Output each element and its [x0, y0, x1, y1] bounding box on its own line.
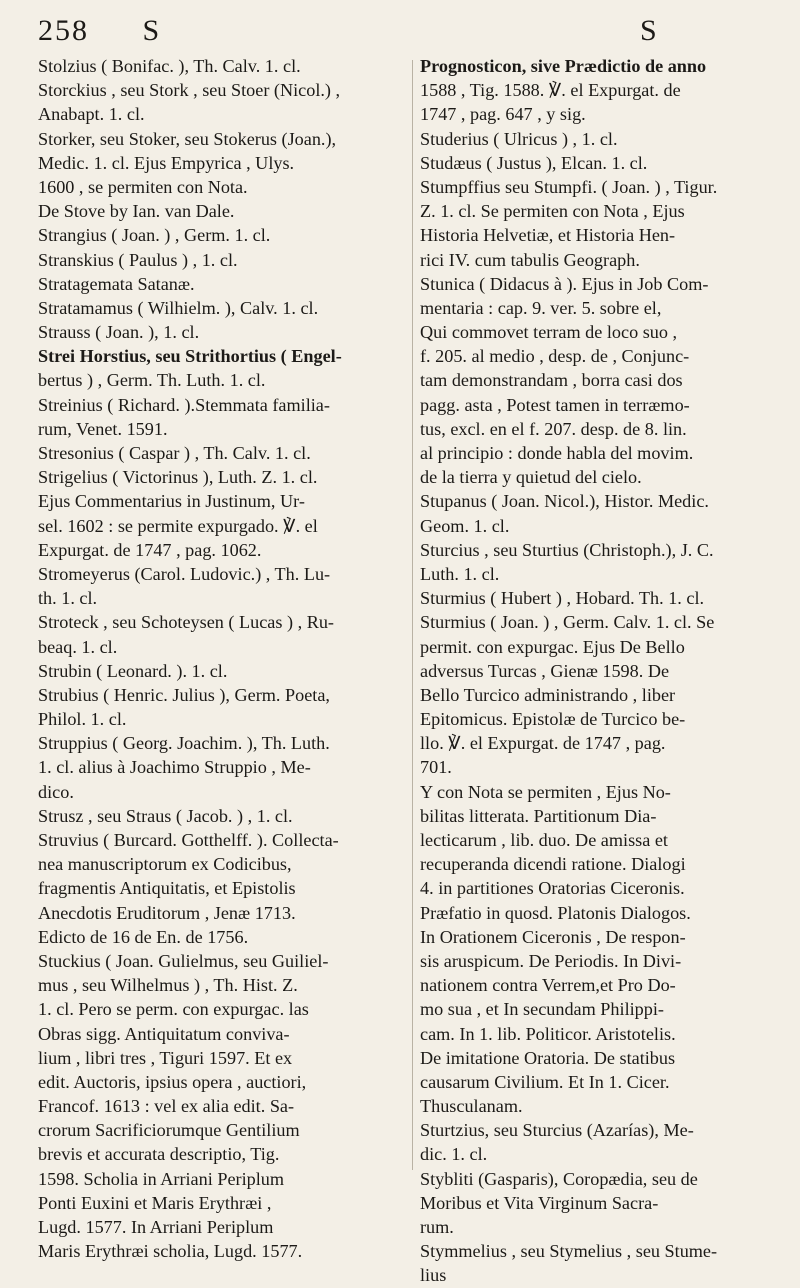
text-line: rum.: [420, 1217, 454, 1237]
text-line: 701.: [420, 757, 452, 778]
text-line: lium , libri tres , Tiguri 1597. Et ex: [38, 1047, 293, 1068]
text-line: Expurgat. de 1747 , pag. 1062.: [38, 539, 262, 560]
text-line: recuperanda dicendi ratione. Dialogi: [420, 854, 686, 875]
text-line: Studæus ( Justus ), Elcan. 1. cl.: [420, 152, 648, 173]
text-line: dico.: [38, 781, 74, 802]
text-line: Sturmius ( Hubert ) , Hobard. Th. 1. cl.: [420, 588, 705, 609]
text-line: mo sua , et In secundam Philippi-: [420, 999, 664, 1020]
text-line: Lugd. 1577. In Arriani Periplum: [38, 1217, 274, 1237]
column-divider: [412, 60, 413, 1170]
text-line: Anecdotis Eruditorum , Jenæ 1713.: [38, 902, 296, 923]
text-line: 1. cl. alius à Joachimo Struppio , Me-: [38, 757, 311, 778]
text-line: Storker, seu Stoker, seu Stokerus (Joan.),: [38, 128, 337, 149]
text-line: Stybliti (Gasparis), Coropædia, seu de: [420, 1168, 698, 1189]
text-line: Stunica ( Didacus à ). Ejus in Job Com-: [420, 273, 709, 294]
text-line: mentaria : cap. 9. ver. 5. sobre el,: [420, 297, 662, 318]
text-line: lius: [420, 1265, 447, 1286]
text-line: causarum Civilium. Et In 1. Cicer.: [420, 1071, 670, 1092]
text-line: Stuckius ( Joan. Gulielmus, seu Guiliel-: [38, 950, 329, 971]
text-line: Anabapt. 1. cl.: [38, 104, 145, 125]
text-line: pagg. asta , Potest tamen in terræmo-: [420, 394, 690, 415]
text-line: Qui commovet terram de loco suo ,: [420, 322, 678, 343]
text-line: Strei Horstius, seu Strithortius ( Engel-: [38, 346, 342, 367]
text-line: de la tierra y quietud del cielo.: [420, 467, 642, 488]
text-line: Stratagemata Satanæ.: [38, 273, 195, 294]
text-line: Studerius ( Ulricus ) , 1. cl.: [420, 128, 618, 149]
text-line: crorum Sacrificiorumque Gentilium: [38, 1120, 300, 1141]
text-line: Stresonius ( Caspar ) , Th. Calv. 1. cl.: [38, 443, 311, 463]
text-line: Strauss ( Joan. ), 1. cl.: [38, 322, 200, 343]
text-line: Stromeyerus (Carol. Ludovic.) , Th. Lu-: [38, 563, 331, 584]
right-column: [420, 54, 782, 1288]
text-line: Luth. 1. cl.: [420, 563, 500, 584]
text-line: Stolzius ( Bonifac. ), Th. Calv. 1. cl.: [38, 56, 301, 76]
text-line: Sturmius ( Joan. ) , Germ. Calv. 1. cl. Se: [420, 612, 715, 633]
page-number: 258: [38, 14, 89, 47]
right-running-letter: S: [640, 14, 657, 47]
text-line: 1588 , Tig. 1588. ℣. el Expurgat. de: [420, 80, 681, 101]
text-line: Streinius ( Richard. ).Stemmata familia-: [38, 394, 330, 415]
text-line: Præfatio in quosd. Platonis Dialogos.: [420, 902, 691, 923]
text-line: Storckius , seu Stork , seu Stoer (Nicol.) ,: [38, 80, 341, 101]
text-line: 4. in partitiones Oratorias Ciceronis.: [420, 878, 685, 899]
text-line: Obras sigg. Antiquitatum conviva-: [38, 1023, 290, 1044]
text-line: bilitas litterata. Partitionum Dia-: [420, 805, 657, 826]
text-line: bertus ) , Germ. Th. Luth. 1. cl.: [38, 370, 266, 391]
text-line: Struppius ( Georg. Joachim. ), Th. Luth.: [38, 733, 330, 754]
text-line: Maris Erythræi scholia, Lugd. 1577.: [38, 1241, 303, 1262]
text-line: Ponti Euxini et Maris Erythræi ,: [38, 1192, 272, 1213]
text-line: al principio : donde habla del movim.: [420, 443, 694, 463]
text-line: De imitatione Oratoria. De statibus: [420, 1047, 676, 1068]
text-line: Edicto de 16 de En. de 1756.: [38, 926, 249, 947]
text-line: beaq. 1. cl.: [38, 636, 118, 657]
text-line: Francof. 1613 : vel ex alia edit. Sa-: [38, 1096, 295, 1117]
text-line: 1. cl. Pero se perm. con expurgac. las: [38, 999, 309, 1020]
text-line: 1600 , se permiten con Nota.: [38, 176, 248, 197]
left-column: [38, 54, 406, 1263]
text-line: Z. 1. cl. Se permiten con Nota , Ejus: [420, 201, 685, 222]
text-line: Stumpffius seu Stumpfi. ( Joan. ) , Tigur.: [420, 176, 718, 197]
text-line: th. 1. cl.: [38, 588, 98, 609]
text-line: fragmentis Antiquitatis, et Epistolis: [38, 878, 296, 899]
text-line: Historia Helvetiæ, et Historia Hen-: [420, 225, 676, 246]
text-line: Thusculanam.: [420, 1096, 523, 1117]
text-line: edit. Auctoris, ipsius opera , auctiori,: [38, 1071, 307, 1092]
text-line: Stratamamus ( Wilhielm. ), Calv. 1. cl.: [38, 297, 319, 318]
text-line: 1747 , pag. 647 , y sig.: [420, 104, 586, 125]
text-line: Ejus Commentarius in Justinum, Ur-: [38, 491, 305, 512]
text-line: Sturcius , seu Sturtius (Christoph.), J. C.: [420, 539, 714, 560]
text-line: Struvius ( Burcard. Gotthelff. ). Collecta-: [38, 830, 339, 850]
text-line: Philol. 1. cl.: [38, 709, 127, 730]
text-line: tam demonstrandam , borra casi dos: [420, 370, 683, 391]
text-line: lecticarum , lib. duo. De amissa et: [420, 830, 668, 850]
text-line: Strubin ( Leonard. ). 1. cl.: [38, 660, 228, 681]
text-line: Geom. 1. cl.: [420, 515, 510, 536]
text-line: Epitomicus. Epistolæ de Turcico be-: [420, 709, 686, 730]
text-line: sel. 1602 : se permite expurgado. ℣. el: [38, 515, 318, 536]
text-line: cam. In 1. lib. Politicor. Aristotelis.: [420, 1023, 676, 1044]
text-line: Bello Turcico administrando , liber: [420, 684, 676, 705]
text-line: Stymmelius , seu Stymelius , seu Stume-: [420, 1241, 718, 1262]
text-line: nationem contra Verrem,et Pro Do-: [420, 975, 676, 996]
text-line: Strigelius ( Victorinus ), Luth. Z. 1. cl.: [38, 467, 318, 488]
text-line: nea manuscriptorum ex Codicibus,: [38, 854, 292, 875]
page-header-left: [38, 14, 161, 48]
text-line: brevis et accurata descriptio, Tig.: [38, 1144, 280, 1165]
text-line: Medic. 1. cl. Ejus Empyrica , Ulys.: [38, 152, 295, 173]
text-line: Strangius ( Joan. ) , Germ. 1. cl.: [38, 225, 271, 246]
text-line: tus, excl. en el f. 207. desp. de 8. lin.: [420, 418, 687, 439]
text-line: De Stove by Ian. van Dale.: [38, 201, 235, 222]
text-line: Prognosticon, sive Prædictio de anno: [420, 56, 707, 76]
text-line: Strubius ( Henric. Julius ), Germ. Poeta,: [38, 684, 330, 705]
text-line: Y con Nota se permiten , Ejus No-: [420, 781, 671, 802]
text-line: Moribus et Vita Virginum Sacra-: [420, 1192, 659, 1213]
text-line: rum, Venet. 1591.: [38, 418, 168, 439]
text-line: 1598. Scholia in Arriani Periplum: [38, 1168, 285, 1189]
text-line: sis aruspicum. De Periodis. In Divi-: [420, 950, 682, 971]
text-line: Sturtzius, seu Sturcius (Azarías), Me-: [420, 1120, 694, 1141]
text-line: Strusz , seu Straus ( Jacob. ) , 1. cl.: [38, 805, 293, 826]
text-line: adversus Turcas , Gienæ 1598. De: [420, 660, 670, 681]
text-line: Stranskius ( Paulus ) , 1. cl.: [38, 249, 238, 270]
text-line: mus , seu Wilhelmus ) , Th. Hist. Z.: [38, 975, 298, 996]
text-line: Stupanus ( Joan. Nicol.), Histor. Medic.: [420, 491, 709, 512]
text-line: Stroteck , seu Schoteysen ( Lucas ) , Ru-: [38, 612, 334, 633]
text-line: rici IV. cum tabulis Geograph.: [420, 249, 640, 270]
text-line: dic. 1. cl.: [420, 1144, 488, 1165]
text-line: f. 205. al medio , desp. de , Conjunc-: [420, 346, 690, 367]
text-line: llo. ℣. el Expurgat. de 1747 , pag.: [420, 733, 666, 754]
text-line: permit. con expurgac. Ejus De Bello: [420, 636, 685, 657]
text-line: In Orationem Ciceronis , De respon-: [420, 926, 686, 947]
left-running-letter: S: [142, 14, 162, 47]
